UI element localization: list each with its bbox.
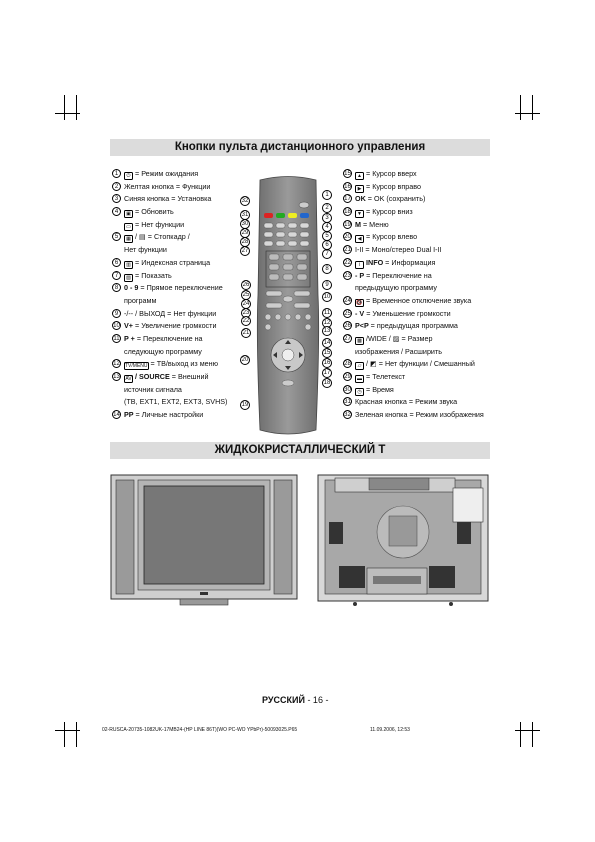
remote-callout-label: 9 [322, 280, 332, 290]
remote-callout-label: 24 [242, 301, 250, 307]
remote-callout-label: 23 [242, 310, 250, 316]
remote-callout-label: 25 [242, 292, 250, 298]
legend-text: ▲ = Курсор вверх [355, 168, 417, 180]
callout-number: 25 [344, 310, 351, 317]
callout-number: 24 [344, 297, 351, 304]
legend-text: OK = OK (сохранить) [355, 194, 426, 204]
button-icon: ▥ [124, 261, 133, 269]
callout-number: 26 [344, 323, 351, 330]
legend-text: ⏻ = Режим ожидания [124, 168, 198, 180]
button-icon: TV/MENU [125, 363, 148, 370]
legend-row [343, 193, 498, 206]
remote-callout-label: 32 [241, 198, 249, 204]
callout-number: 15 [344, 171, 351, 177]
legend-row [343, 206, 498, 219]
crop-mark [532, 95, 533, 120]
legend-text: AV / SOURCE = Внешний [125, 372, 209, 382]
tv-section-title: ЖИДКОКРИСТАЛЛИЧЕСКИЙ Т [110, 442, 490, 459]
crop-mark [64, 95, 65, 120]
callout-number: 3 [112, 194, 121, 203]
legend-text: - V = Уменьшение громкости [355, 308, 451, 318]
callout-number: 14 [113, 412, 120, 419]
remote-callout-label: 20 [241, 357, 249, 363]
button-icon: ◀ [355, 235, 364, 243]
callout-number: 7 [112, 271, 121, 280]
legend-text: источник сигнала [124, 384, 182, 394]
legend-text: ▩ /WIDE / ▨ = Размер [355, 333, 432, 345]
remote-callout-label: 5 [322, 231, 332, 241]
button-icon: AV [125, 376, 132, 382]
legend-text: TV/MENU = ТВ/выход из меню [125, 359, 219, 370]
button-icon: ▼ [355, 210, 364, 218]
legend-text: ▥ = Индексная страница [124, 257, 210, 269]
callout-number: 29 [344, 374, 351, 380]
date-info: 11.09.2006, 12:53 [370, 727, 410, 733]
legend-text: Желтая кнопка = Функции [124, 181, 211, 191]
callout-number: 11 [113, 335, 120, 342]
legend-row [343, 384, 498, 397]
button-icon: ▭ [124, 223, 133, 231]
button-icon: ▬ [357, 376, 362, 382]
file-info: 02-RUSCA-20735-1082UK-17MB24-(HP LINE 86T)(WO PC-WO YPbPr)-50093025.P65 [102, 727, 298, 733]
remote-callout-label: 16 [323, 360, 331, 366]
legend-row [343, 244, 498, 257]
legend-text: (ТВ, EXT1, EXT2, EXT3, SVHS) [124, 397, 228, 407]
callout-number: 13 [113, 374, 120, 380]
remote-callout-label: 6 [322, 240, 332, 250]
legend-text: i INFO = Информация [355, 257, 435, 269]
remote-callout-label: 27 [241, 248, 249, 254]
legend-row [343, 396, 498, 409]
legend-text: Красная кнопка = Режим звука [355, 397, 458, 407]
button-icon: ▣ [124, 210, 133, 218]
legend-row [343, 308, 498, 321]
remote-callout-label: 30 [241, 221, 249, 227]
remote-callout-label: 3 [322, 213, 332, 223]
crop-mark [76, 722, 77, 747]
legend-text: Зеленая кнопка = Режим изображения [355, 410, 484, 420]
legend-text: 0 - 9 = Прямое переключение [124, 283, 223, 293]
button-icon: ▱ [355, 362, 364, 370]
legend-text: ▱ / ◩ = Нет функции / Смешанный [355, 358, 475, 370]
legend-text: ▣ = Обновить [124, 206, 174, 218]
remote-callout-label: 12 [323, 320, 331, 326]
callout-number: 32 [344, 412, 351, 419]
button-icon: ⏻ [124, 172, 133, 180]
callout-number: 21 [344, 247, 351, 254]
legend-text: M = Меню [355, 219, 389, 229]
legend-text: ◷ = Время [355, 384, 394, 396]
remote-callout-label: 29 [241, 230, 249, 236]
legend-text: I-II = Моно/стерео Dual I-II [355, 245, 442, 255]
legend-text: P + = Переключение на [124, 333, 203, 343]
remote-callout-label: 13 [323, 328, 331, 334]
crop-mark [64, 722, 65, 747]
legend-text: ◀ = Курсор влево [355, 231, 417, 243]
remote-callout-label: 8 [322, 264, 332, 274]
legend-text: ▼ = Курсор вниз [355, 206, 413, 218]
legend-text: ▧ = Показать [124, 270, 172, 282]
legend-row [343, 168, 498, 181]
remote-callout-label: 14 [323, 340, 331, 346]
legend-row [343, 409, 498, 422]
button-icon: 🔇 [356, 299, 363, 306]
button-icon: ▶ [355, 185, 364, 193]
tv-back-illustration [317, 474, 489, 608]
legend-text: следующую программу [124, 346, 202, 356]
legend-text: ▦ / ▤ = Стопкадр / [124, 231, 190, 243]
callout-number: 1 [112, 169, 121, 178]
remote-right-list [343, 168, 498, 422]
legend-text: предыдущую программу [355, 283, 437, 293]
callout-number: 6 [112, 258, 121, 267]
legend-text: Нет функции [124, 245, 167, 255]
legend-row [343, 257, 498, 270]
callout-number: 9 [112, 309, 121, 318]
page-number: - 16 - [307, 695, 329, 705]
remote-callout-label: 31 [241, 212, 249, 218]
callout-number: 17 [344, 196, 351, 203]
legend-row [343, 333, 498, 346]
callout-number: 20 [344, 234, 351, 241]
remote-callout-label: 22 [242, 318, 250, 324]
legend-text: программ [124, 295, 157, 305]
crop-mark [520, 722, 521, 747]
crop-mark [532, 722, 533, 747]
legend-row [343, 371, 498, 384]
callout-number: 30 [344, 386, 351, 393]
callout-number: 16 [344, 183, 351, 190]
crop-mark [515, 730, 540, 731]
crop-mark [520, 95, 521, 120]
legend-text: ▶ = Курсор вправо [355, 181, 421, 193]
legend-text: -/-- / ВЫХОД = Нет функции [124, 308, 217, 318]
legend-row [343, 358, 498, 371]
callout-number: 10 [113, 323, 120, 330]
legend-text: 🔇 = Временное отключение звука [356, 295, 472, 306]
legend-row [343, 295, 498, 308]
remote-callout-label: 10 [323, 294, 331, 300]
legend-row [343, 270, 498, 283]
remote-callout-label: 18 [323, 380, 331, 386]
legend-row [343, 181, 498, 194]
page-footer [262, 695, 328, 705]
legend-text: V+ = Увеличение громкости [124, 321, 217, 331]
legend-text: Синяя кнопка = Установка [124, 194, 212, 204]
legend-row [343, 231, 498, 244]
tv-front-illustration [110, 474, 298, 606]
callout-number: 4 [112, 207, 121, 216]
crop-mark [76, 95, 77, 120]
callout-number: 12 [113, 361, 120, 368]
remote-callout-label: 28 [241, 239, 249, 245]
legend-text: - P = Переключение на [355, 270, 432, 280]
remote-callout-label: 15 [323, 350, 331, 356]
legend-row [343, 346, 498, 359]
remote-callout-label: 7 [322, 249, 332, 259]
legend-text: изображения / Расширить [355, 346, 442, 356]
callout-number: 2 [112, 182, 121, 191]
remote-section-title: Кнопки пульта дистанционного управления [110, 139, 490, 156]
legend-row [343, 320, 498, 333]
legend-text: P<P = предыдущая программа [355, 321, 458, 331]
callout-number: 8 [112, 283, 121, 292]
callout-number: 19 [344, 221, 351, 228]
button-icon: ▲ [355, 172, 364, 180]
legend-row [343, 282, 498, 295]
button-icon: ▩ [355, 337, 364, 345]
button-icon: ▧ [124, 274, 133, 282]
callout-number: 22 [344, 259, 351, 266]
remote-callout-label: 26 [242, 282, 250, 288]
callout-number: 5 [112, 232, 121, 241]
callout-number: 31 [344, 399, 351, 406]
remote-callout-label: 4 [322, 222, 332, 232]
remote-callout-label: 2 [322, 203, 332, 213]
crop-mark [55, 730, 80, 731]
button-icon: ▦ [124, 235, 133, 243]
callout-number: 23 [344, 272, 351, 279]
crop-mark [515, 113, 540, 114]
legend-text: PP = Личные настройки [124, 410, 204, 420]
callout-number: 27 [344, 335, 351, 342]
remote-callout-label: 1 [322, 190, 332, 200]
remote-callout-label: 21 [242, 330, 250, 336]
button-icon: ◷ [355, 388, 364, 396]
legend-text: ▭ = Нет функции [124, 219, 184, 231]
remote-callout-label: 17 [323, 370, 331, 376]
remote-callout-label: 11 [323, 310, 331, 316]
callout-number: 18 [344, 209, 351, 216]
legend-text: ▬ = Телетекст [357, 372, 406, 382]
button-icon: i [355, 261, 364, 269]
language-label: РУССКИЙ [262, 695, 305, 705]
legend-row [343, 219, 498, 232]
remote-callout-label: 19 [241, 402, 249, 408]
callout-number: 28 [344, 361, 351, 368]
